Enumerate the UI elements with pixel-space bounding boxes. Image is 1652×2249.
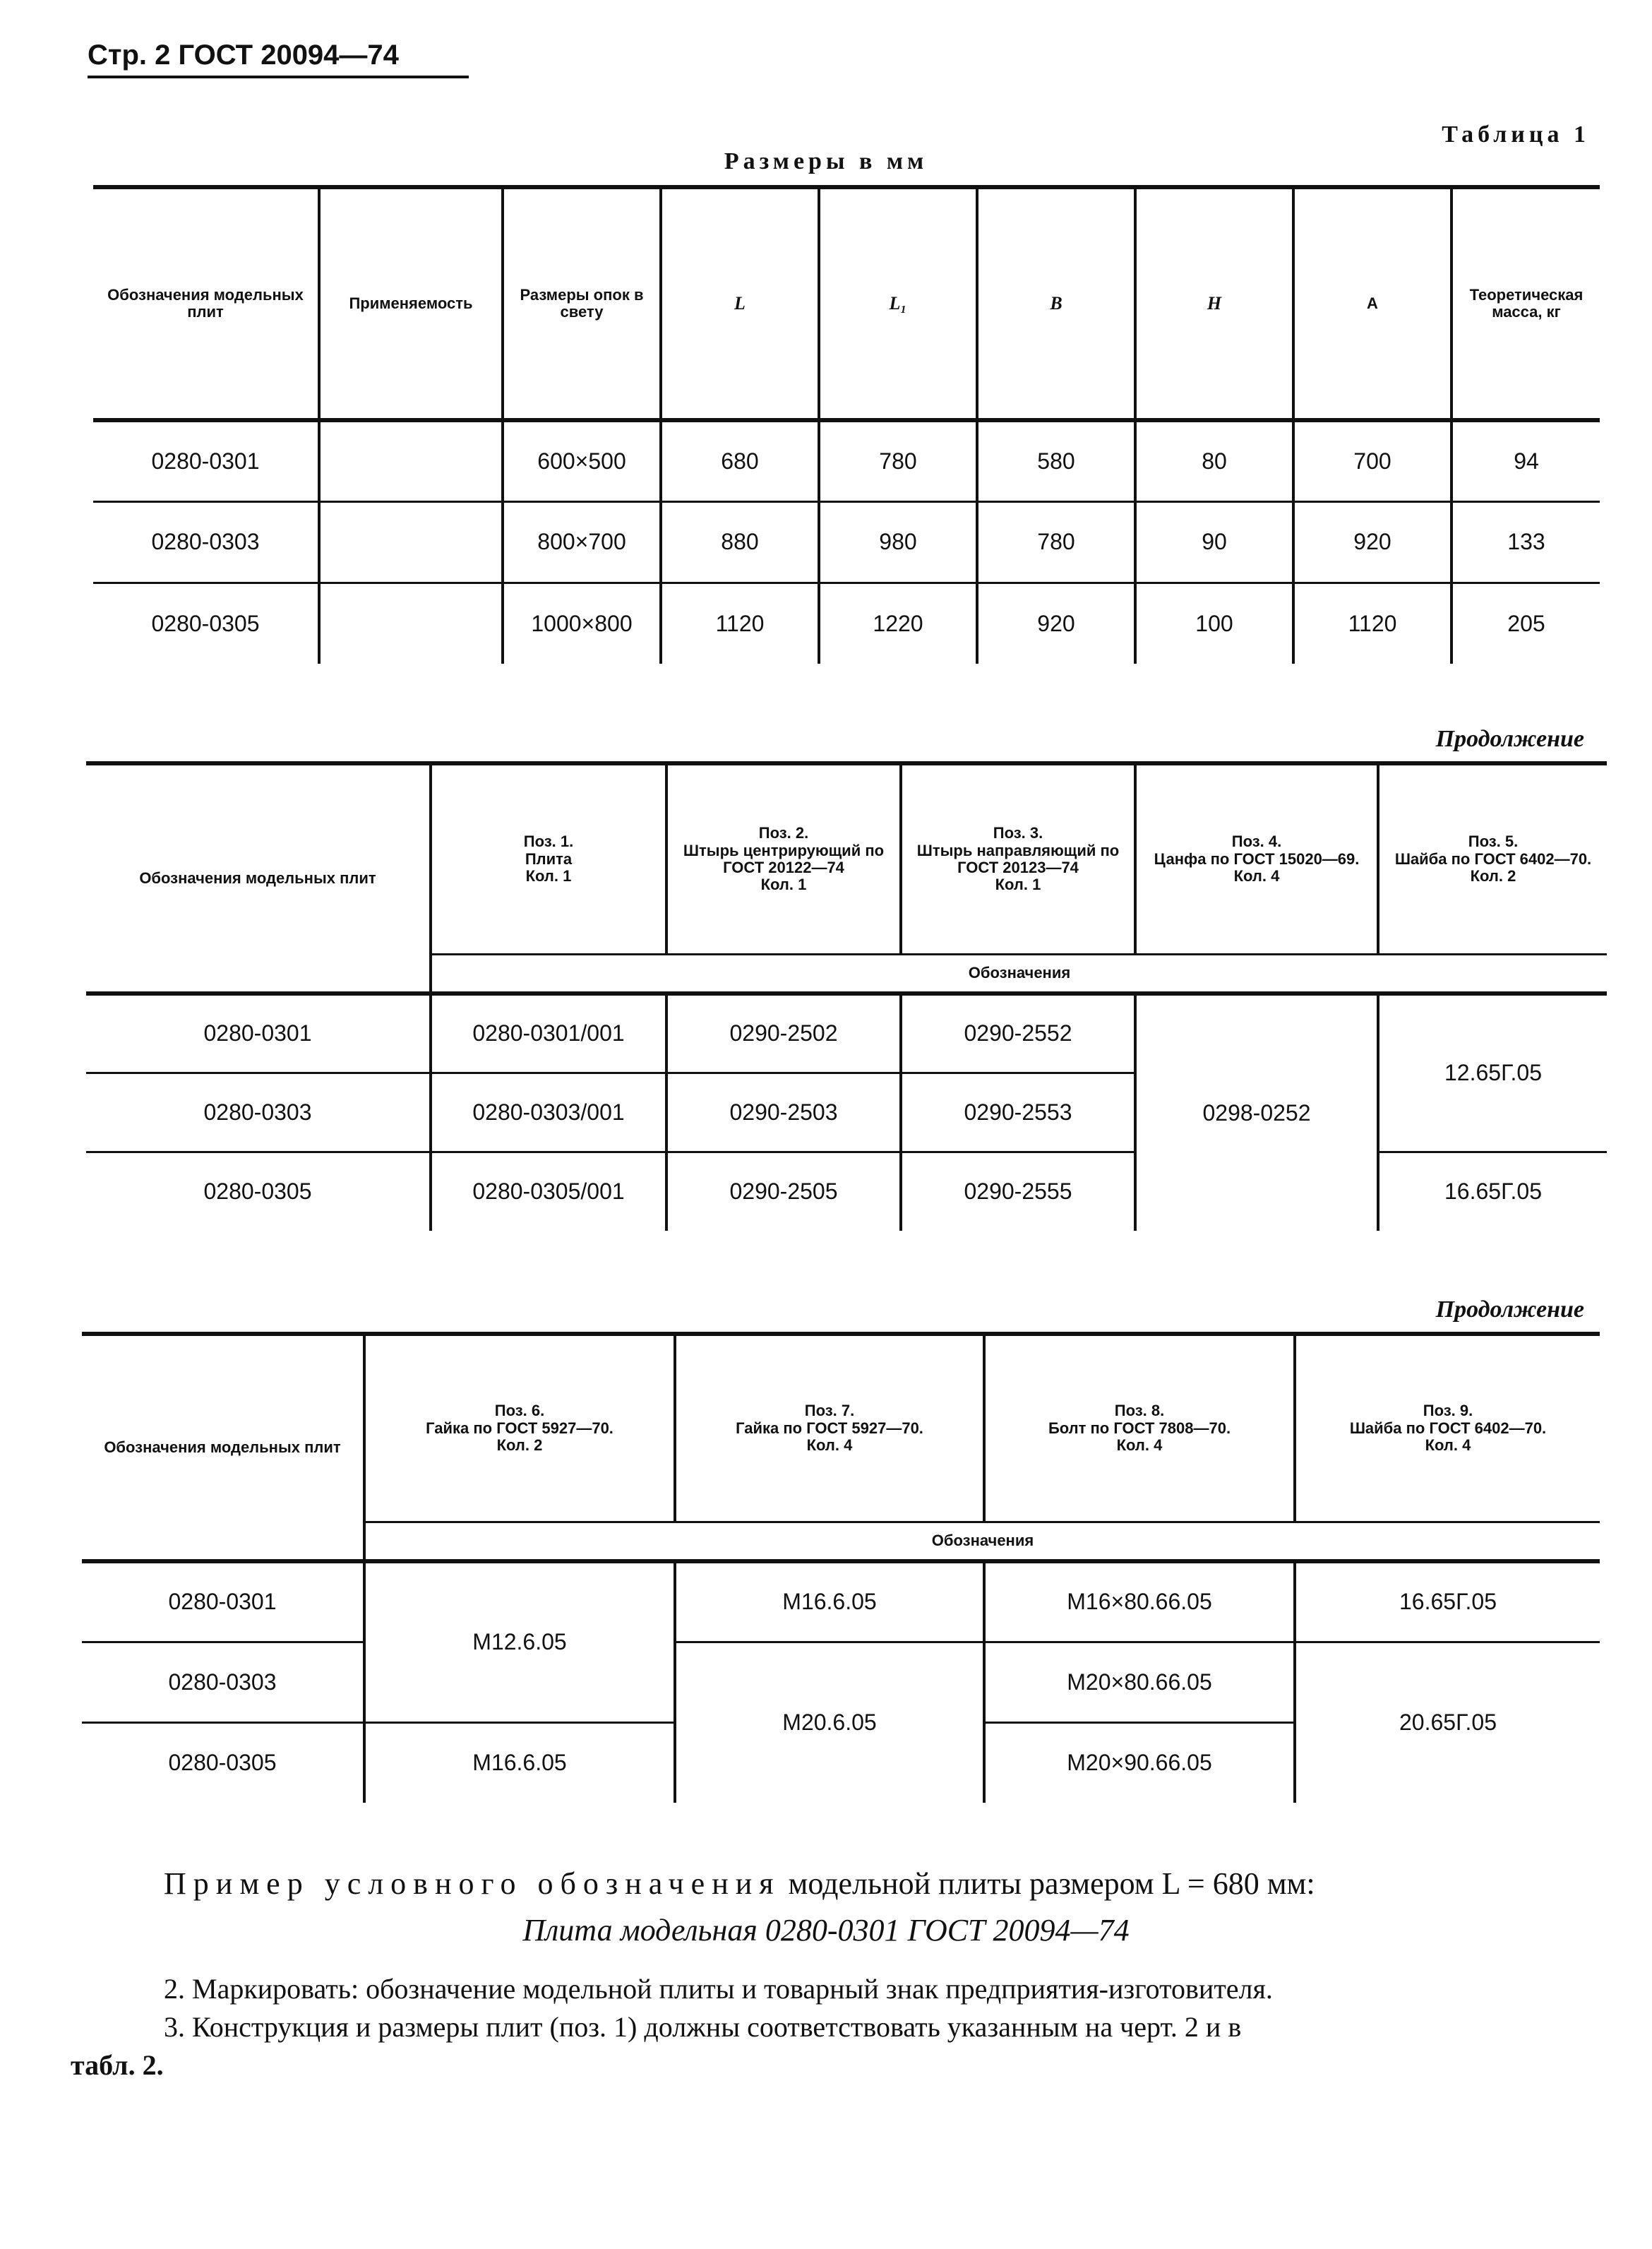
table-row: 0280-0301 0280-0301/001 0290-2502 0290-2552 0298-0252 12.65Г.05 — [86, 994, 1607, 1073]
col-L: L — [661, 187, 819, 420]
col-designation: Обозначения модельных плит — [86, 763, 431, 994]
col-poz9: Поз. 9. Шайба по ГОСТ 6402—70. Кол. 4 — [1295, 1334, 1600, 1522]
table-row: 0280-0305 М16.6.05 М20×90.66.05 — [82, 1722, 1600, 1803]
poz5-value-b: 16.65Г.05 — [1378, 1152, 1607, 1231]
table-3-header — [82, 1334, 1600, 1522]
poz4-value: 0298-0252 — [1135, 994, 1378, 1231]
col-designation: Обозначения модельных плит — [107, 285, 304, 321]
col-poz3: Поз. 3. Штырь направляющий по ГОСТ 20123—74 Кол. 1 — [901, 763, 1135, 954]
poz5-value-a: 12.65Г.05 — [1378, 994, 1607, 1152]
poz9-value-a: 16.65Г.05 — [1295, 1561, 1600, 1642]
poz7-value-a: М16.6.05 — [675, 1561, 984, 1642]
poz7-value-b: М20.6.05 — [675, 1642, 984, 1803]
col-poz4: Поз. 4. Цанфа по ГОСТ 15020—69. Кол. 4 — [1135, 763, 1378, 954]
table-row: 0280-0303 800×700 880 980 780 90 920 133 — [93, 501, 1600, 583]
designations-subheader: Обозначения — [431, 954, 1607, 994]
table-1 — [93, 185, 1600, 664]
table-row: 0280-0305 0280-0305/001 0290-2505 0290-2555 16.65Г.05 — [86, 1152, 1607, 1231]
table-row: 0280-0303 0280-0303/001 0290-2503 0290-2553 — [86, 1073, 1607, 1152]
col-poz5: Поз. 5. Шайба по ГОСТ 6402—70. Кол. 2 — [1378, 763, 1607, 954]
col-poz2: Поз. 2. Штырь центрирующий по ГОСТ 20122—74 Кол. 1 — [666, 763, 901, 954]
table-3 — [82, 1332, 1600, 1803]
note-2: 2. Маркировать: обозначение модельной плиты и товарный знак предприятия-изготовителя. — [164, 1973, 1273, 2005]
col-applicability: Применяемость — [319, 187, 503, 420]
col-poz1: Поз. 1. Плита Кол. 1 — [431, 763, 666, 954]
col-A: A — [1293, 187, 1452, 420]
table-1-header — [93, 187, 1600, 420]
note-3-cont: табл. 2. — [71, 2049, 164, 2081]
col-H: H — [1135, 187, 1293, 420]
table-row: 0280-0303 М20.6.05 М20×80.66.05 20.65Г.05 — [82, 1642, 1600, 1722]
example-designation: Плита модельная 0280-0301 ГОСТ 20094—74 — [522, 1913, 1130, 1947]
poz6-value-b: М16.6.05 — [364, 1722, 675, 1803]
table-row: 0280-0305 1000×800 1120 1220 920 100 1120 205 — [93, 583, 1600, 664]
col-poz8: Поз. 8. Болт по ГОСТ 7808—70. Кол. 4 — [984, 1334, 1295, 1522]
designations-subheader: Обозначения — [364, 1522, 1600, 1561]
col-L1: L₁ — [819, 187, 977, 420]
table-2 — [86, 761, 1607, 1231]
col-poz6: Поз. 6. Гайка по ГОСТ 5927—70. Кол. 2 — [364, 1334, 675, 1522]
col-flask-size: Размеры опок в свету — [503, 187, 661, 420]
col-poz7: Поз. 7. Гайка по ГОСТ 5927—70. Кол. 4 — [675, 1334, 984, 1522]
table-2-header — [86, 763, 1607, 954]
units-caption: Размеры в мм — [724, 148, 928, 174]
table-label: Таблица 1 — [1442, 121, 1590, 148]
col-mass: Теоретическая масса, кг — [1452, 187, 1600, 420]
note-3: 3. Конструкция и размеры плит (поз. 1) должны соответствовать указанным на черт. 2 и в — [164, 2011, 1242, 2043]
table-row: 0280-0301 М12.6.05 М16.6.05 М16×80.66.05 16.65Г.05 — [82, 1561, 1600, 1642]
poz9-value-b: 20.65Г.05 — [1295, 1642, 1600, 1803]
page-header: Стр. 2 ГОСТ 20094—74 — [88, 40, 469, 78]
continuation-label: Продолжение — [1435, 1296, 1584, 1323]
poz6-value-a: М12.6.05 — [364, 1561, 675, 1722]
col-B: B — [977, 187, 1135, 420]
table-row: 0280-0301 600×500 680 780 580 80 700 94 — [93, 420, 1600, 501]
col-designation: Обозначения модельных плит — [82, 1334, 364, 1561]
example-line: Пример условного обозначения модельной плиты размером L = 680 мм: — [164, 1866, 1315, 1901]
continuation-label: Продолжение — [1435, 726, 1584, 752]
